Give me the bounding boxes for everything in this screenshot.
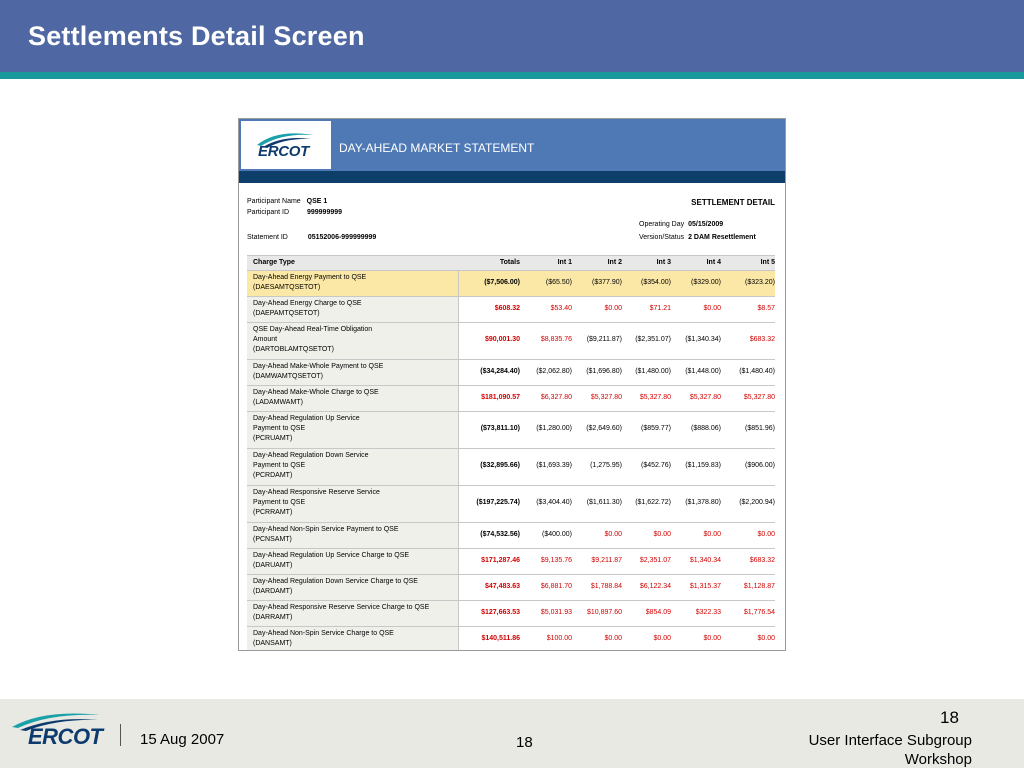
table-row[interactable] <box>247 601 775 627</box>
interval-cell-4 <box>671 627 721 651</box>
interval-cell-4 <box>671 297 721 322</box>
footer-divider <box>120 724 121 746</box>
interval-cell-5 <box>725 523 775 548</box>
interval-value: ($329.00) <box>691 279 721 286</box>
total-value: ($73,811.10) <box>480 425 520 432</box>
charge-type-text: (PCRUAMT) <box>253 435 293 442</box>
interval-cell-4 <box>671 549 721 574</box>
interval-cell-5 <box>725 449 775 485</box>
operating-day-row <box>639 221 723 228</box>
charge-type-text: Day-Ahead Make-Whole Payment to QSE <box>253 363 384 370</box>
charge-type-text: (DAEPAMTQSETOT) <box>253 310 320 317</box>
interval-cell-1 <box>522 297 572 322</box>
slide-footer <box>0 699 1024 768</box>
interval-value: $2,351.07 <box>639 557 671 564</box>
table-header-row <box>247 255 775 271</box>
workshop-line-2: Workshop <box>904 751 972 768</box>
interval-cell-5 <box>725 486 775 522</box>
interval-value: ($2,062.80) <box>536 368 572 375</box>
table-row[interactable] <box>247 549 775 575</box>
table-row[interactable] <box>247 627 775 651</box>
footer-page-center: 18 <box>516 734 533 751</box>
charge-type-text: (DARRAMT) <box>253 614 293 621</box>
interval-value: ($9,211.87) <box>586 336 622 343</box>
table-row[interactable] <box>247 449 775 486</box>
total-cell <box>460 486 520 522</box>
participant-name-row <box>247 198 327 205</box>
table-row[interactable] <box>247 412 775 449</box>
charge-type-text: Day-Ahead Energy Charge to QSE <box>253 300 362 307</box>
charge-type-cell <box>247 386 459 411</box>
charge-type-text: Day-Ahead Energy Payment to QSE <box>253 274 367 281</box>
interval-value: $6,122.34 <box>639 583 671 590</box>
charge-type-text: (DARTOBLAMTQSETOT) <box>253 346 334 353</box>
interval-cell-1 <box>522 486 572 522</box>
interval-value: $0.00 <box>703 531 721 538</box>
interval-cell-3 <box>621 627 671 651</box>
interval-value: ($1,480.00) <box>635 368 671 375</box>
charge-type-cell <box>247 627 459 651</box>
total-value: $127,663.53 <box>481 609 520 616</box>
interval-cell-5 <box>725 297 775 322</box>
interval-value: ($859.77) <box>641 425 671 432</box>
interval-value: $5,327.80 <box>689 394 721 401</box>
charge-type-text: Day-Ahead Responsive Reserve Service Charge to QSE <box>253 604 430 611</box>
charge-type-cell <box>247 486 459 522</box>
interval-value: ($906.00) <box>745 462 775 469</box>
slide-title-bar <box>0 0 1024 72</box>
total-value: $608.32 <box>494 305 520 312</box>
interval-value: ($3,404.40) <box>536 499 572 506</box>
charge-type-text: Payment to QSE <box>253 499 306 506</box>
total-cell <box>460 360 520 385</box>
total-cell <box>460 627 520 651</box>
interval-cell-2 <box>572 323 622 359</box>
participant-name-label: Participant Name <box>247 198 301 205</box>
charge-type-cell <box>247 549 459 574</box>
interval-value: $1,128.87 <box>743 583 775 590</box>
participant-id-row <box>247 209 342 216</box>
version-status-row <box>639 234 756 241</box>
interval-value: $9,135.76 <box>540 557 572 564</box>
charge-type-text: Day-Ahead Non-Spin Service Payment to QSE <box>253 526 399 533</box>
interval-cell-1 <box>522 412 572 448</box>
interval-value: $6,881.70 <box>540 583 572 590</box>
interval-cell-3 <box>621 412 671 448</box>
interval-cell-4 <box>671 449 721 485</box>
ercot-logo <box>241 121 331 169</box>
interval-cell-2 <box>572 601 622 626</box>
interval-value: $8,835.76 <box>540 336 572 343</box>
interval-value: $5,327.80 <box>639 394 671 401</box>
table-row[interactable] <box>247 271 775 297</box>
interval-cell-2 <box>572 271 622 296</box>
charge-type-cell <box>247 412 459 448</box>
table-row[interactable] <box>247 523 775 549</box>
interval-cell-1 <box>522 271 572 296</box>
participant-id-value: 999999999 <box>306 209 343 216</box>
interval-value: $0.00 <box>757 531 775 538</box>
interval-cell-5 <box>725 271 775 296</box>
interval-cell-1 <box>522 360 572 385</box>
column-header-int-1: Int 1 <box>557 259 572 266</box>
interval-cell-4 <box>671 523 721 548</box>
charge-type-text: Day-Ahead Regulation Down Service Charge to QSE <box>253 578 418 585</box>
interval-cell-2 <box>572 449 622 485</box>
interval-cell-2 <box>572 523 622 548</box>
statement-id-value: 05152006-999999999 <box>307 234 377 241</box>
footer-date: 15 Aug 2007 <box>140 731 225 748</box>
charge-type-text: (DAESAMTQSETOT) <box>253 284 321 291</box>
charge-type-text: (PCNSAMT) <box>253 536 292 543</box>
interval-value: ($452.76) <box>641 462 671 469</box>
interval-value: $6,327.80 <box>540 394 572 401</box>
header-band <box>239 171 785 183</box>
table-row[interactable] <box>247 297 775 323</box>
interval-value: $71.21 <box>649 305 671 312</box>
interval-cell-4 <box>671 412 721 448</box>
interval-value: $5,031.93 <box>540 609 572 616</box>
interval-cell-1 <box>522 627 572 651</box>
interval-cell-4 <box>671 575 721 600</box>
charge-type-cell <box>247 523 459 548</box>
version-status-value: 2 DAM Resettlement <box>688 234 756 241</box>
interval-value: $5,327.80 <box>743 394 775 401</box>
total-value: $140,511.86 <box>481 635 520 642</box>
interval-cell-5 <box>725 601 775 626</box>
total-value: $90,001.30 <box>484 336 520 343</box>
charge-type-text: Payment to QSE <box>253 462 306 469</box>
charge-type-text: Day-Ahead Regulation Up Service Charge to QSE <box>253 552 410 559</box>
column-header-int-5: Int 5 <box>760 259 775 266</box>
statement-screenshot <box>238 118 786 651</box>
table-row[interactable] <box>247 386 775 412</box>
interval-cell-2 <box>572 297 622 322</box>
column-header-int-4: Int 4 <box>706 259 721 266</box>
table-row[interactable] <box>247 486 775 523</box>
interval-cell-1 <box>522 386 572 411</box>
footer-logo-text: ERCOT <box>28 724 103 749</box>
interval-value: $10,897.60 <box>586 609 622 616</box>
interval-cell-4 <box>671 360 721 385</box>
interval-value: $100.00 <box>546 635 572 642</box>
interval-cell-1 <box>522 523 572 548</box>
interval-value: ($2,200.94) <box>739 499 775 506</box>
interval-value: ($354.00) <box>641 279 671 286</box>
charge-type-cell <box>247 360 459 385</box>
interval-value: ($1,693.39) <box>536 462 572 469</box>
interval-value: $0.00 <box>653 531 671 538</box>
slide-number: 18 <box>940 708 959 727</box>
column-header-int-2: Int 2 <box>607 259 622 266</box>
interval-value: ($1,448.00) <box>685 368 721 375</box>
interval-value: ($65.50) <box>545 279 572 286</box>
total-cell <box>460 323 520 359</box>
total-cell <box>460 601 520 626</box>
statement-header <box>239 119 785 171</box>
interval-value: $0.00 <box>703 635 721 642</box>
interval-value: $0.00 <box>703 305 721 312</box>
charge-type-text: Day-Ahead Make-Whole Charge to QSE <box>253 389 379 396</box>
interval-value: ($1,378.80) <box>685 499 721 506</box>
charge-type-text: Payment to QSE <box>253 425 306 432</box>
interval-cell-3 <box>621 549 671 574</box>
interval-value: ($323.20) <box>745 279 775 286</box>
interval-cell-1 <box>522 575 572 600</box>
interval-value: ($1,280.00) <box>536 425 572 432</box>
interval-value: (1,275.95) <box>590 462 622 469</box>
interval-cell-3 <box>621 601 671 626</box>
interval-cell-5 <box>725 627 775 651</box>
total-value: ($34,284.40) <box>480 368 520 375</box>
charge-type-cell <box>247 601 459 626</box>
interval-value: $5,327.80 <box>590 394 622 401</box>
statement-id-label: Statement ID <box>247 234 288 241</box>
total-cell <box>460 449 520 485</box>
charge-type-text: Day-Ahead Regulation Up Service <box>253 415 360 422</box>
charge-type-text: (DARUAMT) <box>253 562 293 569</box>
charge-type-cell <box>247 449 459 485</box>
settlement-detail-label: SETTLEMENT DETAIL <box>691 198 775 207</box>
interval-cell-3 <box>621 297 671 322</box>
interval-cell-3 <box>621 323 671 359</box>
title-divider <box>0 72 1024 79</box>
interval-cell-2 <box>572 412 622 448</box>
interval-cell-4 <box>671 271 721 296</box>
charge-type-text: (LADAMWAMT) <box>253 399 303 406</box>
total-cell <box>460 297 520 322</box>
interval-value: $322.33 <box>695 609 721 616</box>
charge-type-cell <box>247 575 459 600</box>
interval-value: $0.00 <box>604 635 622 642</box>
table-row[interactable] <box>247 575 775 601</box>
interval-cell-3 <box>621 271 671 296</box>
charge-type-text: (DARDAMT) <box>253 588 293 595</box>
interval-value: ($2,351.07) <box>635 336 671 343</box>
interval-cell-3 <box>621 575 671 600</box>
total-value: ($197,225.74) <box>476 499 520 506</box>
interval-value: ($400.00) <box>542 531 572 538</box>
total-cell <box>460 523 520 548</box>
interval-cell-5 <box>725 323 775 359</box>
slide-title: Settlements Detail Screen <box>28 21 365 51</box>
interval-value: ($1,611.30) <box>586 499 622 506</box>
interval-cell-4 <box>671 386 721 411</box>
interval-cell-2 <box>572 486 622 522</box>
interval-cell-2 <box>572 549 622 574</box>
charge-type-text: QSE Day-Ahead Real-Time Obligation <box>253 326 373 333</box>
interval-value: ($1,696.80) <box>586 368 622 375</box>
operating-day-label: Operating Day <box>639 221 685 228</box>
interval-value: $0.00 <box>604 531 622 538</box>
interval-cell-4 <box>671 486 721 522</box>
total-cell <box>460 412 520 448</box>
interval-value: ($1,622.72) <box>635 499 671 506</box>
interval-cell-5 <box>725 412 775 448</box>
table-row[interactable] <box>247 360 775 386</box>
interval-cell-1 <box>522 449 572 485</box>
interval-value: $1,776.54 <box>743 609 775 616</box>
interval-value: $1,315.37 <box>689 583 721 590</box>
version-status-label: Version/Status <box>639 234 685 241</box>
interval-cell-1 <box>522 549 572 574</box>
interval-cell-2 <box>572 386 622 411</box>
operating-day-value: 05/15/2009 <box>688 221 724 228</box>
table-row[interactable] <box>247 323 775 360</box>
interval-value: ($1,340.34) <box>685 336 721 343</box>
interval-cell-3 <box>621 386 671 411</box>
interval-value: ($1,480.40) <box>739 368 775 375</box>
statement-id-row <box>247 234 376 241</box>
total-value: ($7,506.00) <box>484 279 520 286</box>
charge-type-cell <box>247 297 459 322</box>
logo-text: ERCOT <box>258 143 310 160</box>
charge-type-text: Day-Ahead Regulation Down Service <box>253 452 369 459</box>
interval-value: ($888.06) <box>691 425 721 432</box>
interval-cell-2 <box>572 360 622 385</box>
interval-value: ($2,649.60) <box>586 425 622 432</box>
charge-type-text: (PCRRAMT) <box>253 509 293 516</box>
charge-type-text: Day-Ahead Responsive Reserve Service <box>253 489 380 496</box>
footer-workshop <box>809 731 972 769</box>
charge-type-text: (DAMWAMTQSETOT) <box>253 373 323 380</box>
interval-value: ($851.96) <box>745 425 775 432</box>
interval-cell-3 <box>621 486 671 522</box>
total-cell <box>460 271 520 296</box>
interval-cell-2 <box>572 575 622 600</box>
interval-value: ($377.90) <box>592 279 622 286</box>
total-value: $47,483.63 <box>484 583 520 590</box>
total-cell <box>460 549 520 574</box>
interval-cell-4 <box>671 323 721 359</box>
interval-cell-1 <box>522 323 572 359</box>
total-value: $171,287.46 <box>481 557 520 564</box>
interval-value: $53.40 <box>550 305 572 312</box>
participant-name-value: QSE 1 <box>306 198 328 205</box>
charge-type-cell <box>247 323 459 359</box>
interval-value: $1,340.34 <box>689 557 721 564</box>
interval-cell-5 <box>725 360 775 385</box>
interval-value: $0.00 <box>757 635 775 642</box>
interval-value: $0.00 <box>653 635 671 642</box>
statement-title: DAY-AHEAD MARKET STATEMENT <box>339 141 535 155</box>
total-value: ($74,532.56) <box>480 531 520 538</box>
interval-cell-2 <box>572 627 622 651</box>
column-header-totals: Totals <box>499 259 520 266</box>
interval-cell-5 <box>725 549 775 574</box>
total-cell <box>460 386 520 411</box>
interval-value: $9,211.87 <box>591 557 622 564</box>
total-value: $181,090.57 <box>481 394 520 401</box>
interval-cell-5 <box>725 386 775 411</box>
interval-value: $683.32 <box>749 557 775 564</box>
column-header-charge-type: Charge Type <box>253 259 295 266</box>
workshop-line-1: User Interface Subgroup <box>808 732 972 749</box>
charge-type-text: Day-Ahead Non-Spin Service Charge to QSE <box>253 630 394 637</box>
interval-cell-3 <box>621 523 671 548</box>
interval-value: $683.32 <box>749 336 775 343</box>
settlement-table <box>247 255 775 651</box>
charge-type-text: (PCRDAMT) <box>253 472 293 479</box>
total-cell <box>460 575 520 600</box>
interval-cell-5 <box>725 575 775 600</box>
charge-type-cell <box>247 271 459 296</box>
interval-value: $8.57 <box>757 305 775 312</box>
interval-cell-4 <box>671 601 721 626</box>
interval-cell-3 <box>621 360 671 385</box>
charge-type-text: (DANSAMT) <box>253 640 292 647</box>
interval-value: ($1,159.83) <box>685 462 721 469</box>
total-value: ($32,895.66) <box>480 462 520 469</box>
charge-type-text: Amount <box>253 336 278 343</box>
interval-value: $854.09 <box>645 609 671 616</box>
column-header-int-3: Int 3 <box>656 259 671 266</box>
interval-cell-1 <box>522 601 572 626</box>
interval-value: $0.00 <box>604 305 622 312</box>
interval-value: $1,788.84 <box>590 583 622 590</box>
interval-cell-3 <box>621 449 671 485</box>
participant-id-label: Participant ID <box>247 209 290 216</box>
